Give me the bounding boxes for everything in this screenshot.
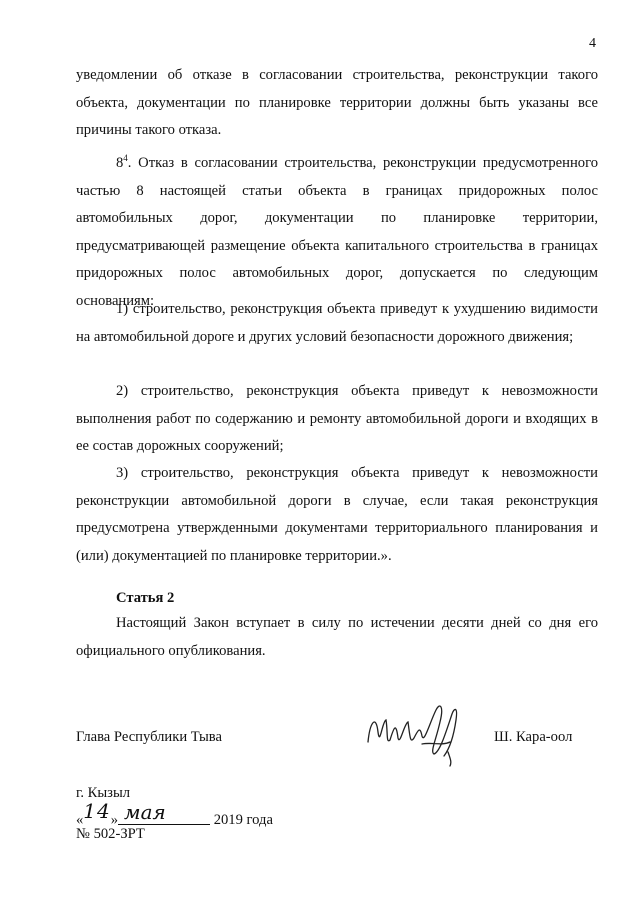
list-item-2: 2) строительство, реконструкция объекта приведут к невозможности выполнения работ по содержанию и ремонту автомобильной дороги и входящих в ее состав дорожных сооружений; [76, 383, 598, 454]
signatory-position: Глава Республики Тыва [76, 729, 222, 745]
paragraph-continuation: уведомлении об отказе в согласовании строительства, реконструкции такого объекта, документации по планировке территории должны быть указаны все причины такого отказа. [76, 67, 598, 138]
page-number: 4 [589, 36, 596, 51]
list-item-3: 3) строительство, реконструкция объекта приведут к невозможности реконструкции автомобильной дороги в случае, если такая реконструкция предусмотрена утвержденными документами территориального планирования и (или) документацией по планировке территории.». [76, 465, 598, 564]
signatory-name: Ш. Кара-оол [494, 729, 573, 745]
handwritten-signature [360, 692, 470, 772]
city-label: г. Кызыл [76, 785, 131, 801]
date-day: 14 [83, 799, 111, 823]
date-month: мая [118, 800, 210, 825]
law-number: № 502-ЗРТ [76, 826, 145, 842]
paragraph-number-superscript: 4 [123, 153, 128, 163]
list-item-1: 1) строительство, реконструкция объекта приведут к ухудшению видимости на автомобильной дороге и других условий безопасности дорожного движения; [76, 301, 598, 345]
paragraph-number: 8 [116, 155, 124, 171]
paragraph-8-4-text: . Отказ в согласовании строительства, реконструкции предусмотренного частью 8 настоящей статьи объекта в границах придорожных полос автомобильных дорог, документации по планировке территории, предусматривающей размещение объекта капитального строительства в границах придорожных полос автомобильных дорог, допускается по следующим основаниям: [76, 155, 598, 309]
article-heading: Статья 2 [116, 590, 175, 606]
paragraph-8-4 [76, 145, 598, 315]
date-close-quote: » [110, 812, 119, 828]
article-2-text: Настоящий Закон вступает в силу по истечении десяти дней со дня его официального опубликования. [76, 615, 598, 659]
date-open-quote: « [76, 812, 84, 828]
date-year: 2019 года [213, 812, 273, 828]
